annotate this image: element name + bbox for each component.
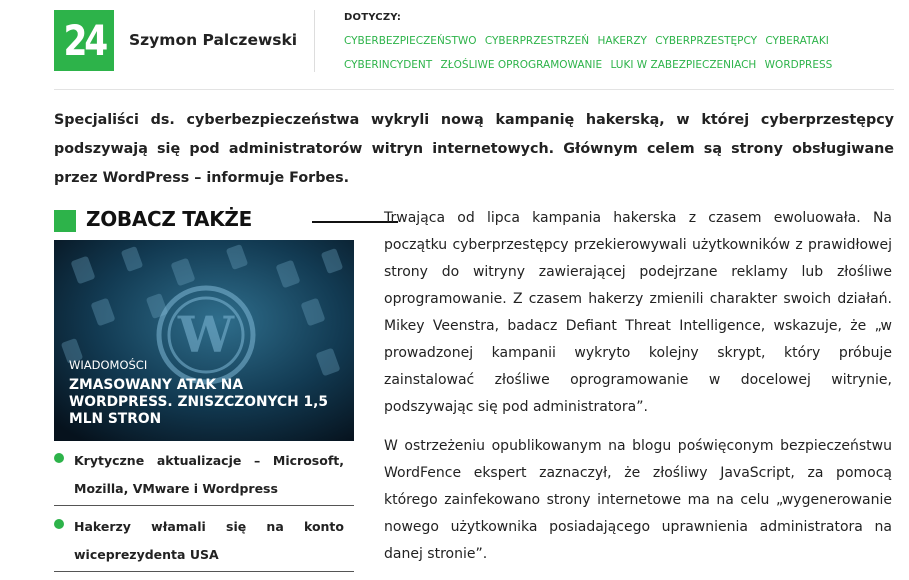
tag-link[interactable]: HAKERZY	[597, 35, 647, 47]
see-also-heading	[54, 206, 354, 232]
tag-link[interactable]: CYBERBEZPIECZEŃSTWO	[344, 35, 477, 47]
header-separator	[54, 89, 894, 90]
related-article[interactable]	[54, 513, 354, 569]
tag-link[interactable]: CYBERATAKI	[765, 35, 829, 47]
related-article[interactable]	[54, 447, 354, 503]
svg-text:W: W	[177, 305, 235, 364]
featured-article-card[interactable]	[54, 240, 354, 441]
article-body	[384, 205, 892, 580]
article-paragraph: Trwająca od lipca kampania hakerska z czasem ewoluowała. Na początku cyberprzestępcy przekierowywali użytkowników z prawidłowej strony do witryny zawierającej podejrzane reklamy lub złośliwe oprogramowanie. Z czasem hakerzy zmienili charakter swoich działań. Mikey Veenstra, badacz Defiant Threat Intelligence, wskazuje, że „w prowadzonej kampanii wykryto kolejny skrypt, który próbuje zainstalować złośliwe oprogramowanie w docelowej witrynie, podszywając się pod administratora”.	[384, 210, 892, 415]
site-logo-text: 24	[63, 15, 105, 65]
tag-link[interactable]: ZŁOŚLIWE OPROGRAMOWANIE	[440, 59, 603, 71]
tags-label: DOTYCZY:	[344, 12, 402, 23]
bullet-icon	[54, 519, 64, 529]
featured-category: WIADOMOŚCI	[69, 358, 148, 372]
featured-headline[interactable]: ZMASOWANY ATAK NA WORDPRESS. ZNISZCZONYCH 1,5 MLN STRON	[69, 377, 328, 427]
related-article-link[interactable]: Hakerzy włamali się na konto wiceprezydenta USA	[74, 519, 344, 562]
tag-link[interactable]: LUKI W ZABEZPIECZENIACH	[610, 59, 757, 71]
related-separator	[54, 571, 354, 572]
author-name[interactable]: Szymon Palczewski	[129, 31, 298, 49]
header-divider	[314, 10, 315, 72]
tag-link[interactable]: CYBERINCYDENT	[344, 59, 433, 71]
see-also-title: ZOBACZ TAKŻE	[86, 207, 252, 231]
tag-link[interactable]: CYBERPRZESTRZEŃ	[484, 35, 590, 47]
bullet-icon	[54, 453, 64, 463]
related-separator	[54, 505, 354, 506]
tag-link[interactable]: CYBERPRZESTĘPCY	[655, 35, 758, 47]
see-also-square-icon	[54, 210, 76, 232]
article-paragraph: W ostrzeżeniu opublikowanym na blogu poświęconym bezpieczeństwu WordFence ekspert zaznaczył, że złośliwy JavaScript, za pomocą którego zainfekowano strony internetowe ma na celu „wygenerowanie nowego użytkownika posiadającego uprawnienia administratora na danej stronie”.	[384, 438, 892, 562]
site-logo[interactable]	[54, 10, 114, 71]
article-lead: Specjaliści ds. cyberbezpieczeństwa wykryli nową kampanię hakerską, w której cyberprzestępcy podszywają się pod administratorów witryn internetowych. Głównym celem są strony obsługiwane przez WordPress – informuje Forbes.	[54, 112, 894, 186]
tag-link[interactable]: WORDPRESS	[764, 59, 833, 71]
related-article-link[interactable]: Krytyczne aktualizacje – Microsoft, Mozilla, VMware i Wordpress	[74, 453, 344, 496]
tag-list	[344, 29, 899, 77]
